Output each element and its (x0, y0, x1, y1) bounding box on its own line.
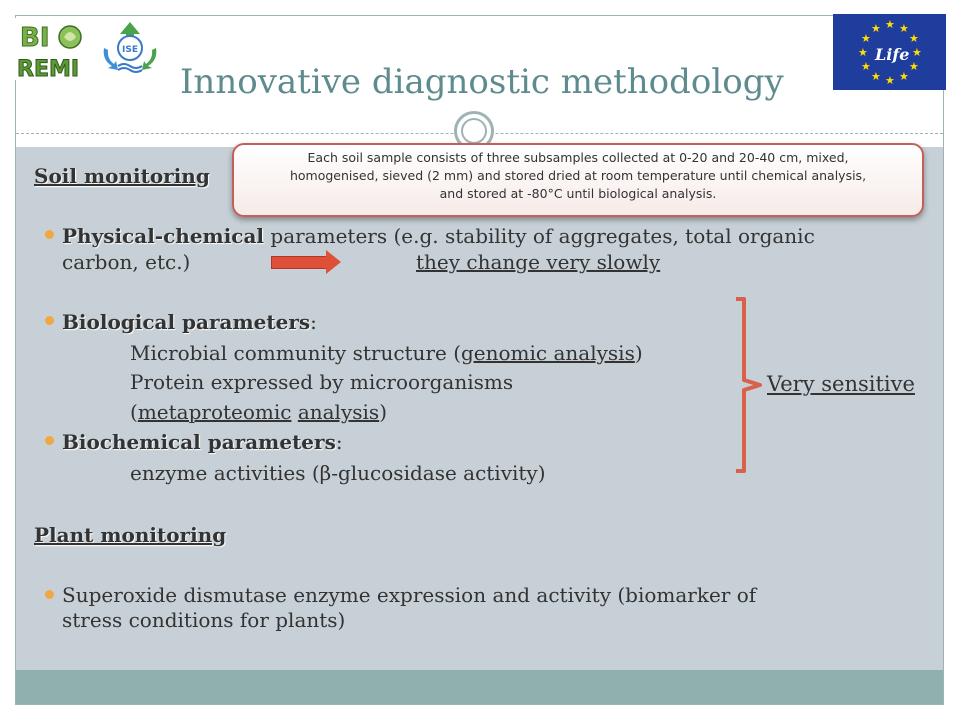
biological-term: Biological parameters (62, 310, 311, 334)
biological-heading-line (62, 310, 317, 334)
sampling-callout (232, 143, 924, 217)
biochemical-heading-line (62, 430, 343, 454)
physical-chemical-line-2: carbon, etc.) (62, 250, 191, 274)
callout-line-3: and stored at -80°C until biological analysis. (439, 186, 717, 201)
svg-text:REMI: REMI (17, 57, 80, 80)
page-title: Innovative diagnostic methodology (180, 62, 784, 102)
genomic-analysis-text: genomic analysis (461, 341, 635, 365)
bioremi-logo (14, 18, 86, 80)
svg-text:★: ★ (861, 32, 871, 45)
protein-expressed-line: Protein expressed by microorganisms (130, 370, 514, 394)
plant-monitoring-heading: Plant monitoring (34, 523, 227, 547)
svg-text:★: ★ (909, 60, 919, 73)
svg-text:BI: BI (20, 23, 50, 53)
microbial-prefix: Microbial community structure ( (130, 341, 461, 365)
svg-text:★: ★ (912, 46, 922, 59)
physical-chemical-line-1 (62, 224, 815, 248)
callout-line-2: homogenised, sieved (2 mm) and stored dried at room temperature until chemical analysis, (289, 168, 867, 183)
very-sensitive-label: Very sensitive (767, 372, 915, 396)
svg-text:★: ★ (885, 74, 895, 87)
biochemical-term: Biochemical parameters (62, 430, 336, 454)
slow-change-note: they change very slowly (416, 250, 661, 274)
enzyme-activities-line: enzyme activities (β-glucosidase activity) (130, 461, 546, 485)
svg-text:★: ★ (899, 22, 909, 35)
bottom-band (16, 670, 943, 704)
plant-line-1: Superoxide dismutase enzyme expression and activity (biomarker of (62, 583, 757, 607)
microbial-suffix: ) (634, 341, 643, 365)
metaproteomic-text: metaproteomic (137, 400, 292, 424)
bullet-icon (45, 436, 54, 445)
physical-chemical-term: Physical-chemical (62, 224, 265, 248)
metaproteomic-line (130, 400, 387, 424)
ise-logo (98, 18, 162, 74)
arrow-right-head-icon (326, 250, 341, 274)
biochemical-colon: : (335, 430, 343, 454)
svg-text:★: ★ (871, 22, 881, 35)
paren-open: ( (130, 400, 138, 424)
svg-text:★: ★ (909, 32, 919, 45)
microbial-community-line (130, 341, 643, 365)
arrow-right-icon (271, 256, 327, 269)
analysis-text: analysis (297, 400, 380, 424)
bullet-icon (45, 590, 54, 599)
svg-text:★: ★ (899, 70, 909, 83)
physical-chemical-description: parameters (e.g. stability of aggregates, total organic (264, 224, 815, 248)
svg-text:★: ★ (885, 18, 895, 31)
right-brace-icon (732, 296, 766, 474)
svg-text:Life: Life (875, 45, 910, 64)
paren-close: ) (379, 400, 387, 424)
bullet-icon (45, 316, 54, 325)
svg-text:★: ★ (871, 70, 881, 83)
eu-life-logo (833, 14, 946, 90)
svg-text:★: ★ (858, 46, 868, 59)
svg-text:ISE: ISE (122, 45, 138, 55)
svg-text:★: ★ (861, 60, 871, 73)
biological-colon: : (310, 310, 317, 334)
bullet-icon (45, 230, 54, 239)
soil-monitoring-heading: Soil monitoring (34, 164, 210, 188)
callout-line-1: Each soil sample consists of three subsamples collected at 0-20 and 20-40 cm, mixed, (307, 150, 849, 165)
plant-line-2: stress conditions for plants) (62, 608, 346, 632)
